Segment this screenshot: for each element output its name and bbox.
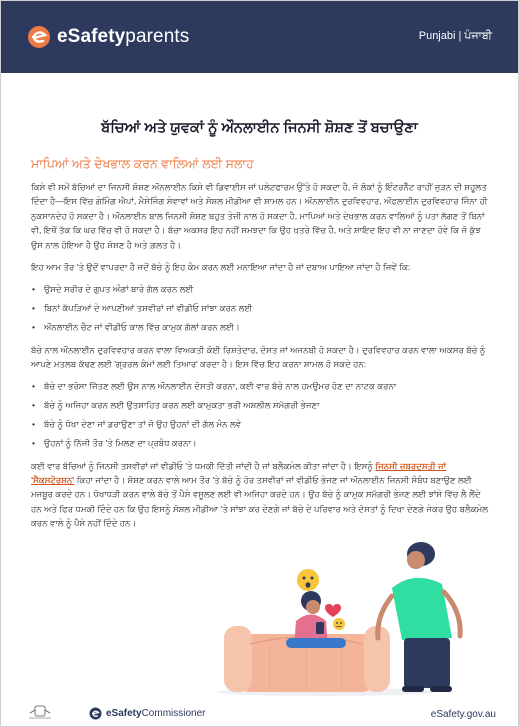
- commissioner-word-light: Commissioner: [141, 708, 206, 719]
- heart-emoji: [325, 604, 341, 617]
- language-label: Punjabi | ਪੰਜਾਬੀ: [418, 30, 492, 42]
- worried-face-emoji: [333, 618, 345, 630]
- list1-intro: ਇਹ ਆਮ ਤੌਰ 'ਤੇ ਉਦੋਂ ਵਾਪਰਦਾ ਹੈ ਜਦੋਂ ਬੱਚੇ ਨੂੰ ਇਹ ਕੰਮ ਕਰਨ ਲਈ ਮਨਾਇਆ ਜਾਂਦਾ ਹੈ ਜਾਂ ਦਬਾਅ ਪਾਇਆ ਜਾਂਦਾ ਹੈ ਜਿਵੇਂ ਕਿ:: [31, 262, 411, 273]
- commissioner-wordmark: [106, 708, 205, 719]
- header-banner: [1, 1, 518, 73]
- list-item: • ਬੱਚੇ ਨੂੰ ਧੋਖਾ ਦੇਣਾ ਜਾਂ ਡਰਾਉਣਾ ਤਾਂ ਜੋ ਉਹ ਉਹਨਾਂ ਦੀ ਗੱਲ ਮੰਨ ਲਵੇ: [31, 417, 489, 431]
- parent-child-illustration: [216, 526, 496, 696]
- list-item: • ਉਸਦੇ ਸਰੀਰ ਦੇ ਗੁਪਤ ਅੰਗਾਂ ਬਾਰੇ ਗੱਲ ਕਰਨ ਲਈ: [31, 282, 489, 296]
- bullet-list-2: [31, 379, 489, 450]
- commissioner-word-bold: eSafety: [106, 708, 142, 719]
- sextortion-paragraph: [31, 459, 489, 531]
- logo-word-light: parents: [125, 26, 190, 47]
- list-item: • ਬੱਚੇ ਨੂੰ ਅਜਿਹਾ ਕਰਨ ਲਈ ਉਤਸ਼ਾਹਿਤ ਕਰਨ ਲਈ ਕਾਮੁਕਤਾ ਭਰੀ ਅਸ਼ਲੀਲ ਸਮੱਗਰੀ ਭੇਜਣਾ: [31, 398, 489, 412]
- list-item: • ਬਿਨਾਂ ਕੱਪੜਿਆਂ ਦੇ ਆਪਣੀਆਂ ਤਸਵੀਰਾਂ ਜਾਂ ਵੀਡੀਓ ਸਾਂਝਾ ਕਰਨ ਲਈ: [31, 301, 489, 315]
- esafety-commissioner-icon: [89, 707, 102, 720]
- list-item: • ਬੱਚੇ ਦਾ ਭਰੋਸਾ ਜਿੱਤਣ ਲਈ ਉਸ ਨਾਲ ਔਨਲਾਈਨ ਦੋਸਤੀ ਕਰਨਾ, ਕਈ ਵਾਰ ਬੱਚੇ ਨਾਲ ਹਮਉਮਰ ਹੋਣ ਦਾ ਨਾਟਕ ਕਰਨਾ: [31, 379, 489, 393]
- esafety-logo-icon: [27, 25, 51, 49]
- section-subheading: ਮਾਪਿਆਂ ਅਤੇ ਦੇਖਭਾਲ ਕਰਨ ਵਾਲਿਆਂ ਲਈ ਸਲਾਹ: [31, 157, 254, 171]
- sextortion-text-b: ਕਿਹਾ ਜਾਂਦਾ ਹੈ। ਸ਼ੋਸ਼ਣ ਕਰਨ ਵਾਲੇ ਆਮ ਤੌਰ 'ਤੇ ਬੱਚੇ ਨੂੰ ਹੋਰ ਤਸਵੀਰਾਂ ਜਾਂ ਵੀਡੀਓ ਭੇਜਣ ਜਾਂ ਔਨਲਾਈਨ ਜਿਨਸੀ ਸੰਬੰਧ ਬਣਾਉਣ ਲਈ ਮਜਬੂਰ ਕਰਦੇ ਹਨ। ਧੋਖਾਧੜੀ ਕਰਨ ਵਾਲੇ ਬੱਚੇ ਤੋਂ ਪੈਸੇ ਵਸੂਲਣ ਲਈ ਵੀ ਅਜਿਹਾ ਕਰਦੇ ਹਨ। ਉਹ ਬੱਚੇ ਨੂੰ ਕਾਮੁਕ ਸਮੱਗਰੀ ਭੇਜਣ ਲਈ ਝਾਂਸੇ ਵਿੱਚ ਲੈ ਲੈਂਦੇ ਹਨ ਅਤੇ ਫਿਰ ਧਮਕੀ ਦਿੰਦੇ ਹਨ ਕਿ ਉਹ ਇਸਨੂੰ ਸੋਸ਼ਲ ਮੀਡੀਆ 'ਤੇ ਸਾਂਝਾ ਕਰ ਦੇਣਗੇ ਜਾਂ ਬੱਚੇ ਦੇ ਪਰਿਵਾਰ ਅਤੇ ਦੋਸਤਾਂ ਨੂੰ ਦਿਖਾ ਦੇਣਗੇ ਜੇਕਰ ਉਹ ਬਲੈਕਮੇਲ ਕਰਨ ਵਾਲੇ ਨੂੰ ਪੈਸੇ ਨਹੀਂ ਦਿੰਦੇ ਹਨ।: [31, 475, 489, 529]
- intro-paragraph: ਕਿਸੇ ਵੀ ਸਮੇਂ ਬੱਚਿਆਂ ਦਾ ਜਿਨਸੀ ਸ਼ੋਸ਼ਣ ਔਨਲਾਈਨ ਕਿਸੇ ਵੀ ਡਿਵਾਈਸ ਜਾਂ ਪਲੇਟਫਾਰਮ ਉੱਤੇ ਹੋ ਸਕਦਾ ਹੈ, ਜੋ ਲੋਕਾਂ ਨੂੰ ਇੰਟਰਨੈੱਟ ਰਾਹੀਂ ਜੁੜਨ ਦੀ ਸਹੂਲਤ ਦਿੰਦਾ ਹੈ—ਇਸ ਵਿੱਚ ਗੇਮਿੰਗ ਐਪਾਂ, ਮੈਸੇਜਿੰਗ ਸੇਵਾਵਾਂ ਅਤੇ ਸੋਸ਼ਲ ਮੀਡੀਆ ਵੀ ਸ਼ਾਮਲ ਹਨ। ਔਨਲਾਈਨ ਦੁਰਵਿਵਹਾਰ, ਔਫ਼ਲਾਈਨ ਦੁਰਵਿਵਹਾਰ ਜਿੰਨਾ ਹੀ ਨੁਕਸਾਨਦੇਹ ਹੋ ਸਕਦਾ ਹੈ। ਔਨਲਾਈਨ ਬਾਲ ਜਿਨਸੀ ਸ਼ੋਸ਼ਣ ਬਹੁਤ ਤੇਜ਼ੀ ਨਾਲ ਹੋ ਸਕਦਾ ਹੈ, ਮਾਪਿਆਂ ਅਤੇ ਦੇਖਭਾਲ ਕਰਨ ਵਾਲਿਆਂ ਨੂੰ ਪਤਾ ਲੱਗਣ ਤੋਂ ਬਿਨਾਂ ਵੀ, ਇਥੋਂ ਤੱਕ ਕਿ ਘਰ ਵਿੱਚ ਵੀ ਹੋ ਸਕਦਾ ਹੈ। ਬੱਚਾ ਅਕਸਰ ਇਹ ਨਹੀਂ ਸਮਝਦਾ ਕਿ ਉਹ ਖ਼ਤਰੇ ਵਿੱਚ ਹੈ, ਅਤੇ ਸ਼ਾਇਦ ਇਹ ਵੀ ਨਾ ਜਾਣਦਾ ਹੋਵੇ ਕਿ ਜੋ ਕੁੱਝ ਉਸ ਨਾਲ ਹੋਇਆ ਹੈ ਉਹ ਸ਼ੋਸ਼ਣ ਹੈ ਅਤੇ ਗ਼ਲਤ ਹੈ।: [31, 182, 488, 250]
- esafety-parents-logo[interactable]: [27, 25, 189, 49]
- list-item: • ਔਨਲਾਈਨ ਚੈਟ ਜਾਂ ਵੀਡੀਓ ਕਾਲ ਵਿੱਚ ਕਾਮੁਕ ਗੱਲਾਂ ਕਰਨ ਲਈ।: [31, 320, 489, 334]
- sextortion-text-a: ਕਈ ਵਾਰ ਬੱਚਿਆਂ ਨੂੰ ਜਿਨਸੀ ਤਸਵੀਰਾਂ ਜਾਂ ਵੀਡੀਓ 'ਤੇ ਧਮਕੀ ਦਿੱਤੀ ਜਾਂਦੀ ਹੈ ਜਾਂ ਬਲੈਕਮੇਲ ਕੀਤਾ ਜਾਂਦਾ ਹੈ। ਇਸਨੂੰ: [31, 460, 376, 471]
- document-title: ਬੱਚਿਆਂ ਅਤੇ ਯੁਵਕਾਂ ਨੂੰ ਔਨਲਾਈਨ ਜਿਨਸੀ ਸ਼ੋਸ਼ਣ ਤੋਂ ਬਚਾਉਣਾ: [101, 120, 418, 136]
- logo-word-bold: eSafety: [57, 26, 126, 47]
- footer: [1, 701, 518, 726]
- sextortion-link[interactable]: ਜਿਨਸੀ ਜ਼ਬਰਦਸਤੀ ਜਾਂ 'ਸੈਕਸਟੋਰਸ਼ਨ': [31, 460, 447, 485]
- website-link[interactable]: eSafety.gov.au: [430, 709, 496, 720]
- bullet-list-1: [31, 282, 489, 334]
- esafety-commissioner-logo[interactable]: [89, 707, 205, 720]
- australian-government-crest-icon: [27, 705, 53, 721]
- logo-wordmark: [57, 26, 189, 48]
- document-body: [31, 156, 489, 539]
- list-item: • ਉਹਨਾਂ ਨੂੰ ਨਿੱਜੀ ਤੌਰ 'ਤੇ ਮਿਲਣ ਦਾ ਪ੍ਰਬੰਧ ਕਰਨਾ।: [31, 436, 489, 450]
- list2-intro: ਬੱਚੇ ਨਾਲ ਔਨਲਾਈਨ ਦੁਰਵਿਵਹਾਰ ਕਰਨ ਵਾਲਾ ਵਿਅਕਤੀ ਕੋਈ ਰਿਸ਼ਤੇਦਾਰ, ਦੋਸਤ ਜਾਂ ਅਜਨਬੀ ਹੋ ਸਕਦਾ ਹੈ। ਦੁਰਵਿਵਹਾਰ ਕਰਨ ਵਾਲਾ ਅਕਸਰ ਬੱਚੇ ਨੂੰ ਆਪਣੇ ਮਤਲਬ ਕੱਢਣ ਲਈ 'ਗ੍ਰਰਲ ਕੰਮਾਂ ਲਈ ਤਿਆਰ' ਕਰਦਾ ਹੈ। ਇਸ ਵਿੱਚ ਇਹ ਕਰਨਾ ਸ਼ਾਮਲ ਹੋ ਸਕਦੇ ਹਨ:: [31, 344, 486, 370]
